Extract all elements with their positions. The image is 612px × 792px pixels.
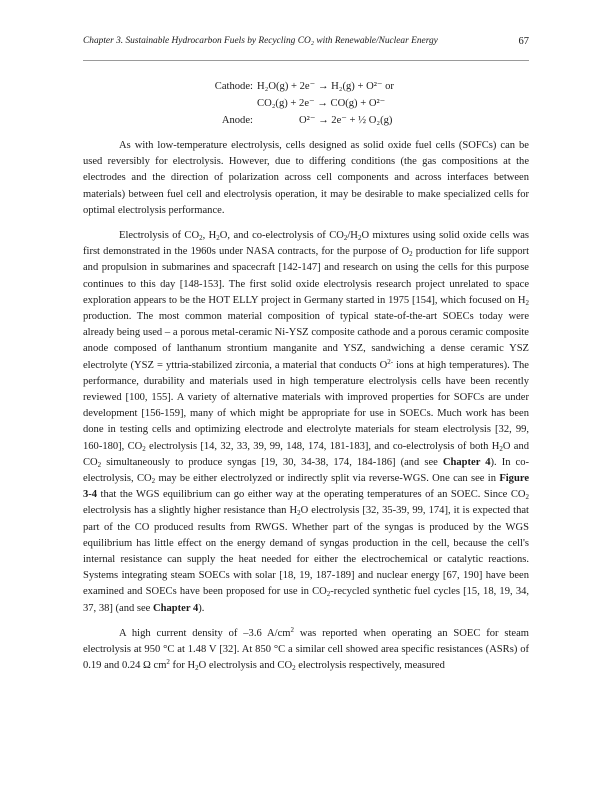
superscript: 2 [166, 658, 170, 667]
subscript: 2 [499, 444, 503, 453]
text-run: O electrolysis and CO [198, 660, 293, 672]
anode-equation: O²⁻ → 2e⁻ + ½ O₂(g) [299, 115, 393, 126]
paragraph [83, 138, 529, 219]
text-run: simultaneously to produce syngas [19, 30, 34-38, 174, 184-186] (and see [101, 456, 443, 468]
text-run: production for life support and propulsion in submarines and spacecraft [142-147] and research on using the cells for this purpose continues to this day [148-153]. The first solid oxide electrolysis research project unrelated to space exploration appears to be the HOT ELLY project in Germany started in 1975 [154], which focused on H [83, 246, 529, 306]
subscript: 2 [297, 509, 301, 518]
subscript: 2 [97, 460, 102, 469]
text-run: , H [202, 230, 217, 242]
text-run: A high current density of –3.6 A/cm [119, 627, 291, 639]
subscript: 2 [409, 250, 413, 259]
subscript: 2 [326, 590, 331, 599]
cathode-equation-water: H₂O(g) + 2e⁻ → H₂(g) + O²⁻ or [257, 81, 394, 92]
subscript: 2 [216, 234, 220, 243]
text-run: /H [347, 230, 358, 242]
text-run: ). In co-electrolysis, CO [83, 456, 529, 485]
subscript: 2 [199, 234, 203, 243]
text-run: ions at high temperatures). The performance, durability and materials used in high temperature electrolysis cells have been recently reviewed [100, 155]. A variety of alternative materials with improved properties for SOFCs are under development [156-159], many of which might be appropriate for use in SOECs. Much work has been done in testing cells and optimizing electrode and electrolyte materials for steam electrolysis [32, 99, 160-180], CO [83, 359, 529, 452]
text-run: O mixtures using solid oxide cells was first demonstrated in the 1960s under NASA contracts, for the purpose of O [83, 230, 530, 258]
text-run: that the WGS equilibrium can go either way at the operating temperatures of an SOEC. Since CO [97, 489, 526, 501]
text-run: -recycled synthetic fuel cycles [15, 18, 19, 34, 37, 38] (and see [83, 586, 529, 614]
subscript: 2 [357, 234, 362, 243]
cross-reference: Figure 3-4 [83, 473, 529, 501]
text-run: was reported when operating an SOEC for steam electrolysis at 950 °C at 1.48 V [32]. At 850 °C a similar cell showed area specific resistances (ASRs) of 0.19 and 0.24 Ω cm [83, 627, 529, 672]
subscript: 2 [151, 477, 156, 486]
text-run: may be either electrolyzed or indirectly split via reverse-WGS. One can see in [155, 473, 500, 485]
subscript: 2 [525, 493, 529, 502]
superscript: 2 [290, 625, 294, 634]
text-run: electrolysis [14, 32, 33, 39, 99, 148, 174, 181-183], and co-electrolysis of both H [145, 440, 500, 452]
page-number: 67 [518, 36, 529, 47]
paragraph [83, 626, 529, 675]
chapter-title: Chapter 3. Sustainable Hydrocarbon Fuels by Recycling CO₂ with Renewable/Nuclear Energy [83, 36, 438, 46]
paragraph [83, 228, 529, 617]
subscript: 2 [195, 664, 199, 673]
subscript: 2 [142, 444, 146, 453]
cross-reference: Chapter 4 [153, 602, 199, 614]
text-run: for H [169, 660, 196, 672]
subscript: 2 [292, 664, 296, 673]
anode-label: Anode: [221, 115, 253, 126]
text-run: O and CO [83, 440, 529, 468]
header-divider [83, 60, 529, 61]
subscript: 2 [525, 298, 529, 307]
text-run: ). [198, 602, 205, 614]
superscript: 2- [387, 357, 394, 366]
text-run: production. The most common material composition of typical state-of-the-art SOECs today were already being used – a porous metal-ceramic Ni-YSZ composite cathode and a porous ceramic composite anode composed of lanthanum strontium manganite and YSZ, sandwiching a dense ceramic YSZ electrolyte (YSZ = yttria-stabilized zirconia, a material that conducts O [83, 311, 529, 371]
cathode-label: Cathode: [214, 81, 253, 92]
body-text [83, 138, 529, 684]
text-run: O, and co-electrolysis of CO [219, 230, 344, 242]
text-run: Electrolysis of CO [119, 230, 200, 242]
subscript: 2 [343, 234, 348, 243]
cathode-equation-co2: CO₂(g) + 2e⁻ → CO(g) + O²⁻ [257, 98, 386, 109]
cross-reference: Chapter 4 [442, 456, 491, 468]
running-header [83, 36, 529, 56]
text-run: electrolysis respectively, measured [295, 660, 445, 672]
text-run: electrolysis has a slightly higher resistance than H [83, 505, 298, 517]
text-run: As with low-temperature electrolysis, cells designed as solid oxide fuel cells (SOFCs) can be used reversibly for electrolysis. However, due to differing conditions (the gas compositions at the electrodes and the direction of polarization across cell components and across interfaces between materials) between fuel cell and electrolysis operation, it may be desirable to make specialized cells for optimal electrolysis performance. [83, 140, 529, 216]
text-run: O electrolysis [32, 35-39, 99, 174], it is expected that part of the CO produced results from RWGS. Whether part of the syngas is produced by the WGS equilibrium has little effect on the energy demand of syngas production in the cell, because the cell's internal resistance can supply the heat needed for either the electrochemical or catalytic reactions. Systems integrating steam SOECs with solar [18, 19, 187-189] and nuclear energy [67, 190] have been examined and SOECs have been proposed for use in CO [83, 505, 529, 598]
